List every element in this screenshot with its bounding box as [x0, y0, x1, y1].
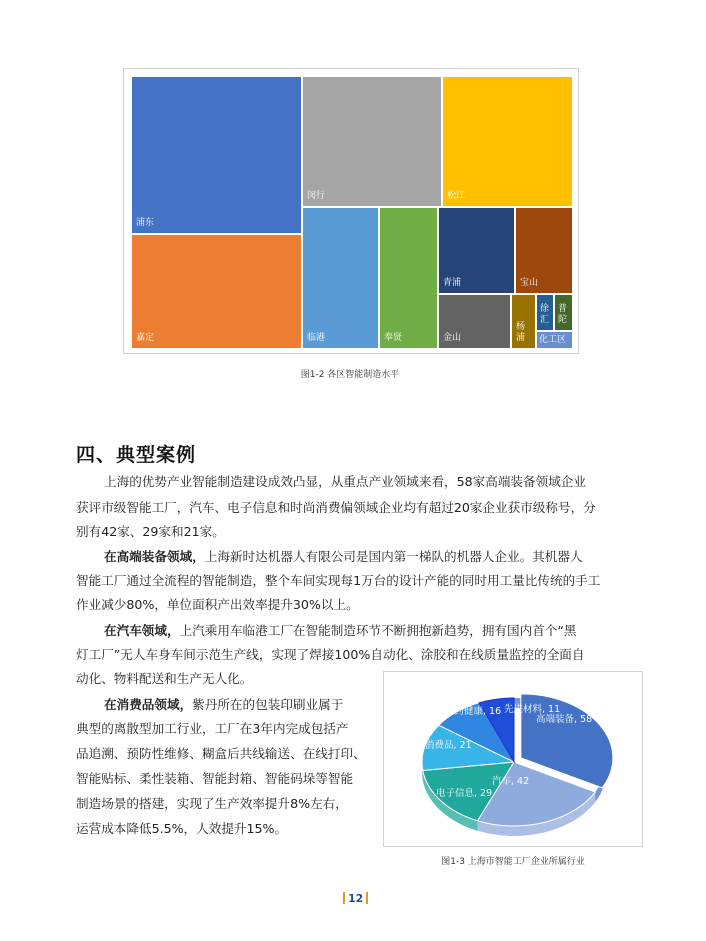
p4-lead: 在消费品领域， [104, 697, 193, 712]
tile-qingpu [439, 208, 514, 293]
p3-line2: 灯工厂”无人车身车间示范生产线，实现了焊接100%自动化、涂胶和在线质量监控的全面自 [76, 647, 585, 662]
p4-line2: 典型的离散型加工行业，工厂在3年内完成包括产 [76, 721, 349, 736]
p4-line5: 制造场景的搭建，实现了生产效率提升8%左右， [76, 796, 348, 811]
treemap-caption: 图1-2 各区智能制造水平 [300, 370, 400, 380]
p4-line3: 品追溯、预防性维修、糊盒后共线输送、在线打印、 [76, 746, 366, 761]
p3-line1 [104, 623, 577, 639]
tile-label: 徐汇 [540, 304, 550, 325]
tile-yangpu [512, 295, 535, 348]
treemap-chart [123, 68, 579, 354]
p3-line3: 动化、物料配送和生产无人化。 [76, 671, 253, 686]
p3-text: 上汽乘用车临港工厂在智能制造环节不断拥抱新趋势，拥有国内首个“黑 [179, 623, 577, 638]
tile-label: 奉贤 [384, 333, 403, 343]
tile-label: 青浦 [443, 278, 462, 288]
tile-label: 嘉定 [136, 333, 155, 343]
tile-label: 松江 [447, 191, 466, 201]
pie-chart [384, 672, 642, 846]
pie-data-label: 高端装备, 58 [536, 714, 593, 725]
p2-lead: 在高端装备领域， [104, 549, 205, 564]
tile-lingang [303, 208, 378, 348]
pie-chart-frame [383, 671, 643, 847]
tile-pudong [132, 77, 301, 233]
p1-line3: 别有42家、29家和21家。 [76, 524, 225, 539]
tile-label: 化工区 [539, 335, 567, 345]
p2-line3: 作业减少80%，单位面积产出效率提升30%以上。 [76, 597, 359, 612]
p2-text: 上海新时达机器人有限公司是国内第一梯队的机器人企业。其机器人 [204, 549, 583, 564]
tile-baoshan [516, 208, 572, 293]
p4-line4: 智能贴标、柔性装箱、智能封箱、智能码垛等智能 [76, 771, 354, 786]
p4-line6: 运营成本降低5.5%，人效提升15%。 [76, 821, 288, 836]
pie-data-label: 电子信息, 29 [436, 788, 493, 799]
pie-data-label: 汽车, 42 [492, 776, 530, 787]
tile-label: 浦东 [136, 218, 155, 228]
tile-minhang [303, 77, 441, 206]
tile-jiading [132, 235, 301, 348]
tile-putuo [555, 295, 572, 330]
tile-label: 杨浦 [516, 322, 526, 343]
p2-line1 [104, 549, 583, 565]
tile-fengxian [380, 208, 437, 348]
p3-lead: 在汽车领域， [104, 623, 180, 638]
tile-label: 普陀 [558, 304, 568, 325]
p1-line2: 获评市级智能工厂，汽车、电子信息和时尚消费偏领域企业均有超过20家企业获市级称号，分 [76, 500, 596, 515]
p4-text: 紫丹所在的包装印刷业属于 [192, 697, 344, 712]
page-number [340, 892, 371, 905]
tile-huagongqu [537, 332, 572, 348]
pie-data-label: 生物医药健康, 16 [426, 706, 502, 717]
tile-xuhui [537, 295, 553, 330]
p1-line1: 上海的优势产业智能制造建设成效凸显，从重点产业领域来看，58家高端装备领域企业 [104, 474, 586, 489]
tile-label: 临港 [307, 333, 326, 343]
tile-label: 金山 [443, 333, 462, 343]
pie-data-label: 时尚消费品, 21 [406, 740, 472, 751]
tile-songjiang [443, 77, 572, 206]
page-number-text: 12 [348, 892, 364, 905]
tile-label: 闵行 [307, 191, 326, 201]
pie-caption: 图1-3 上海市智能工厂企业所属行业 [441, 857, 585, 867]
tile-jinshan [439, 295, 510, 348]
page-number-bar [366, 892, 368, 904]
page-number-bar [343, 892, 345, 904]
p2-line2: 智能工厂通过全流程的智能制造，整个车间实现每1万台的设计产能的同时用工量比传统的手工 [76, 573, 601, 588]
p4-line1 [104, 697, 343, 713]
pie-data-label: 先进材料, 11 [504, 704, 561, 715]
tile-label: 宝山 [520, 278, 539, 288]
section-title: 四、典型案例 [76, 444, 197, 466]
